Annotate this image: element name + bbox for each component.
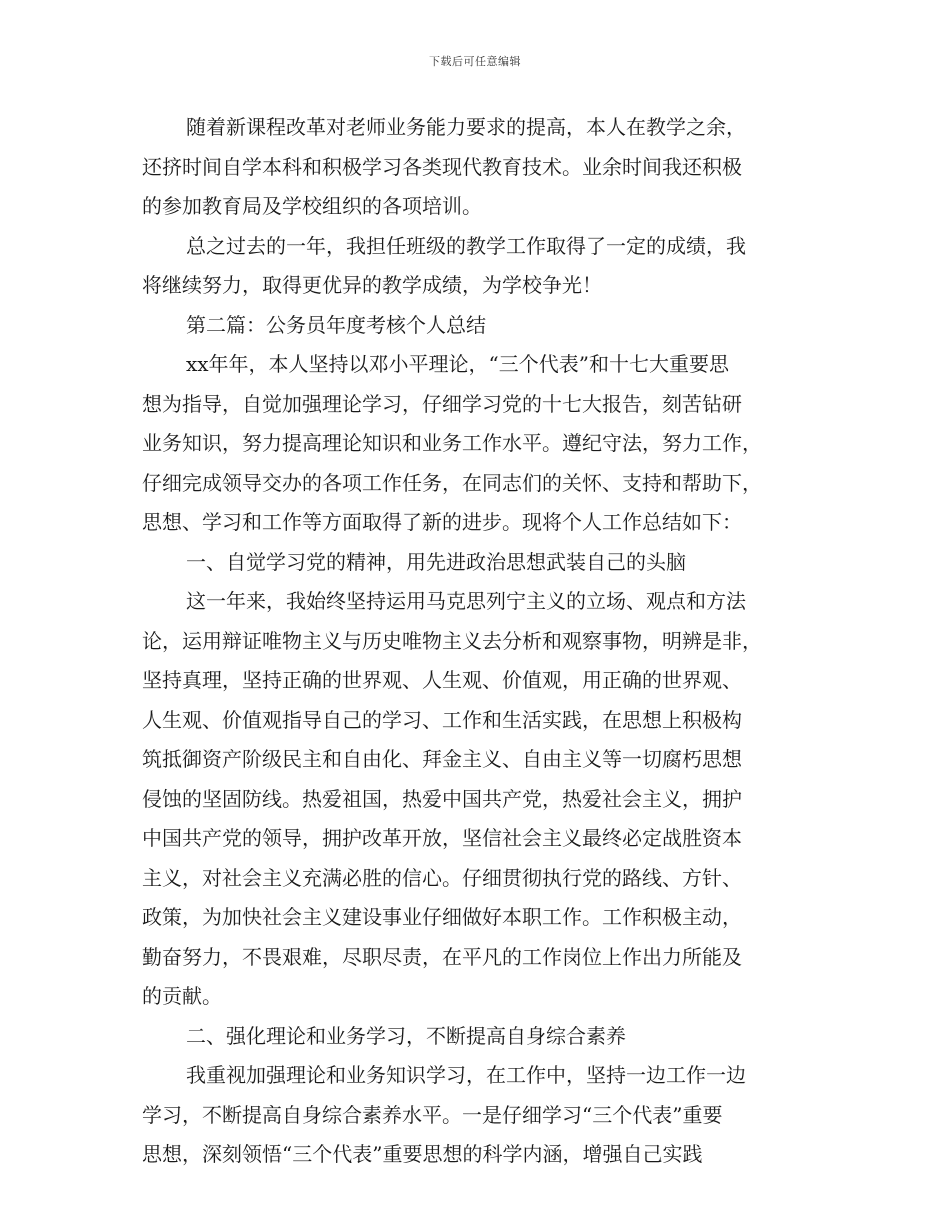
text-line: 主义，对社会主义充满必胜的信心。仔细贯彻执行党的路线、方针、 [142, 865, 742, 890]
text-line: 一、自觉学习党的精神，用先进政治思想武装自己的头脑 [186, 549, 686, 574]
text-line: 想为指导，自觉加强理论学习，仔细学习党的十七大报告，刻苦钻研 [142, 391, 742, 416]
text-line: 坚持真理，坚持正确的世界观、人生观、价值观，用正确的世界观、 [142, 668, 742, 692]
text-line: 仔细完成领导交办的各项工作任务，在同志们的关怀、支持和帮助下， [142, 470, 762, 495]
text-line: 的参加教育局及学校组织的各项培训。 [142, 194, 482, 218]
text-line: 学习，不断提高自身综合素养水平。一是仔细学习“三个代表”重要 [142, 1102, 723, 1127]
text-line: 的贡献。 [142, 984, 222, 1008]
text-line: 筑抵御资产阶级民主和自由化、拜金主义、自由主义等一切腐朽思想 [142, 747, 742, 771]
text-line: 思想，深刻领悟“三个代表”重要思想的科学内涵，增强自己实践 [142, 1142, 703, 1166]
text-line: 论，运用辩证唯物主义与历史唯物主义去分析和观察事物，明辨是非， [142, 628, 762, 653]
page-header-note: 下载后可任意编辑 [429, 55, 521, 68]
text-line: xx年年，本人坚持以邓小平理论，“三个代表”和十七大重要思 [186, 352, 730, 376]
text-line: 我重视加强理论和业务知识学习，在工作中，坚持一边工作一边 [186, 1063, 746, 1087]
text-line: 还挤时间自学本科和积极学习各类现代教育技术。业余时间我还积极 [142, 154, 742, 179]
text-line: 二、强化理论和业务学习，不断提高自身综合素养 [186, 1023, 626, 1048]
text-line: 政策，为加快社会主义建设事业仔细做好本职工作。工作积极主动， [142, 905, 742, 929]
text-line: 思想、学习和工作等方面取得了新的进步。现将个人工作总结如下： [142, 510, 742, 534]
text-line: 随着新课程改革对老师业务能力要求的提高，本人在教学之余， [186, 115, 746, 139]
text-line: 总之过去的一年，我担任班级的教学工作取得了一定的成绩，我 [186, 233, 746, 258]
text-line: 人生观、价值观指导自己的学习、工作和生活实践，在思想上积极构 [142, 707, 742, 732]
document-body [142, 108, 807, 1175]
text-line: 将继续努力，取得更优异的教学成绩，为学校争光！ [142, 273, 602, 297]
text-line: 业务知识，努力提高理论知识和业务工作水平。遵纪守法，努力工作， [142, 431, 762, 455]
text-line: 第二篇：公务员年度考核个人总结 [186, 312, 486, 337]
text-line: 勤奋努力，不畏艰难，尽职尽责，在平凡的工作岗位上作出力所能及 [142, 944, 742, 969]
text-line: 中国共产党的领导，拥护改革开放，坚信社会主义最终必定战胜资本 [142, 826, 742, 850]
text-line: 这一年来，我始终坚持运用马克思列宁主义的立场、观点和方法 [186, 589, 746, 613]
text-line: 侵蚀的坚固防线。热爱祖国，热爱中国共产党，热爱社会主义，拥护 [142, 786, 742, 811]
